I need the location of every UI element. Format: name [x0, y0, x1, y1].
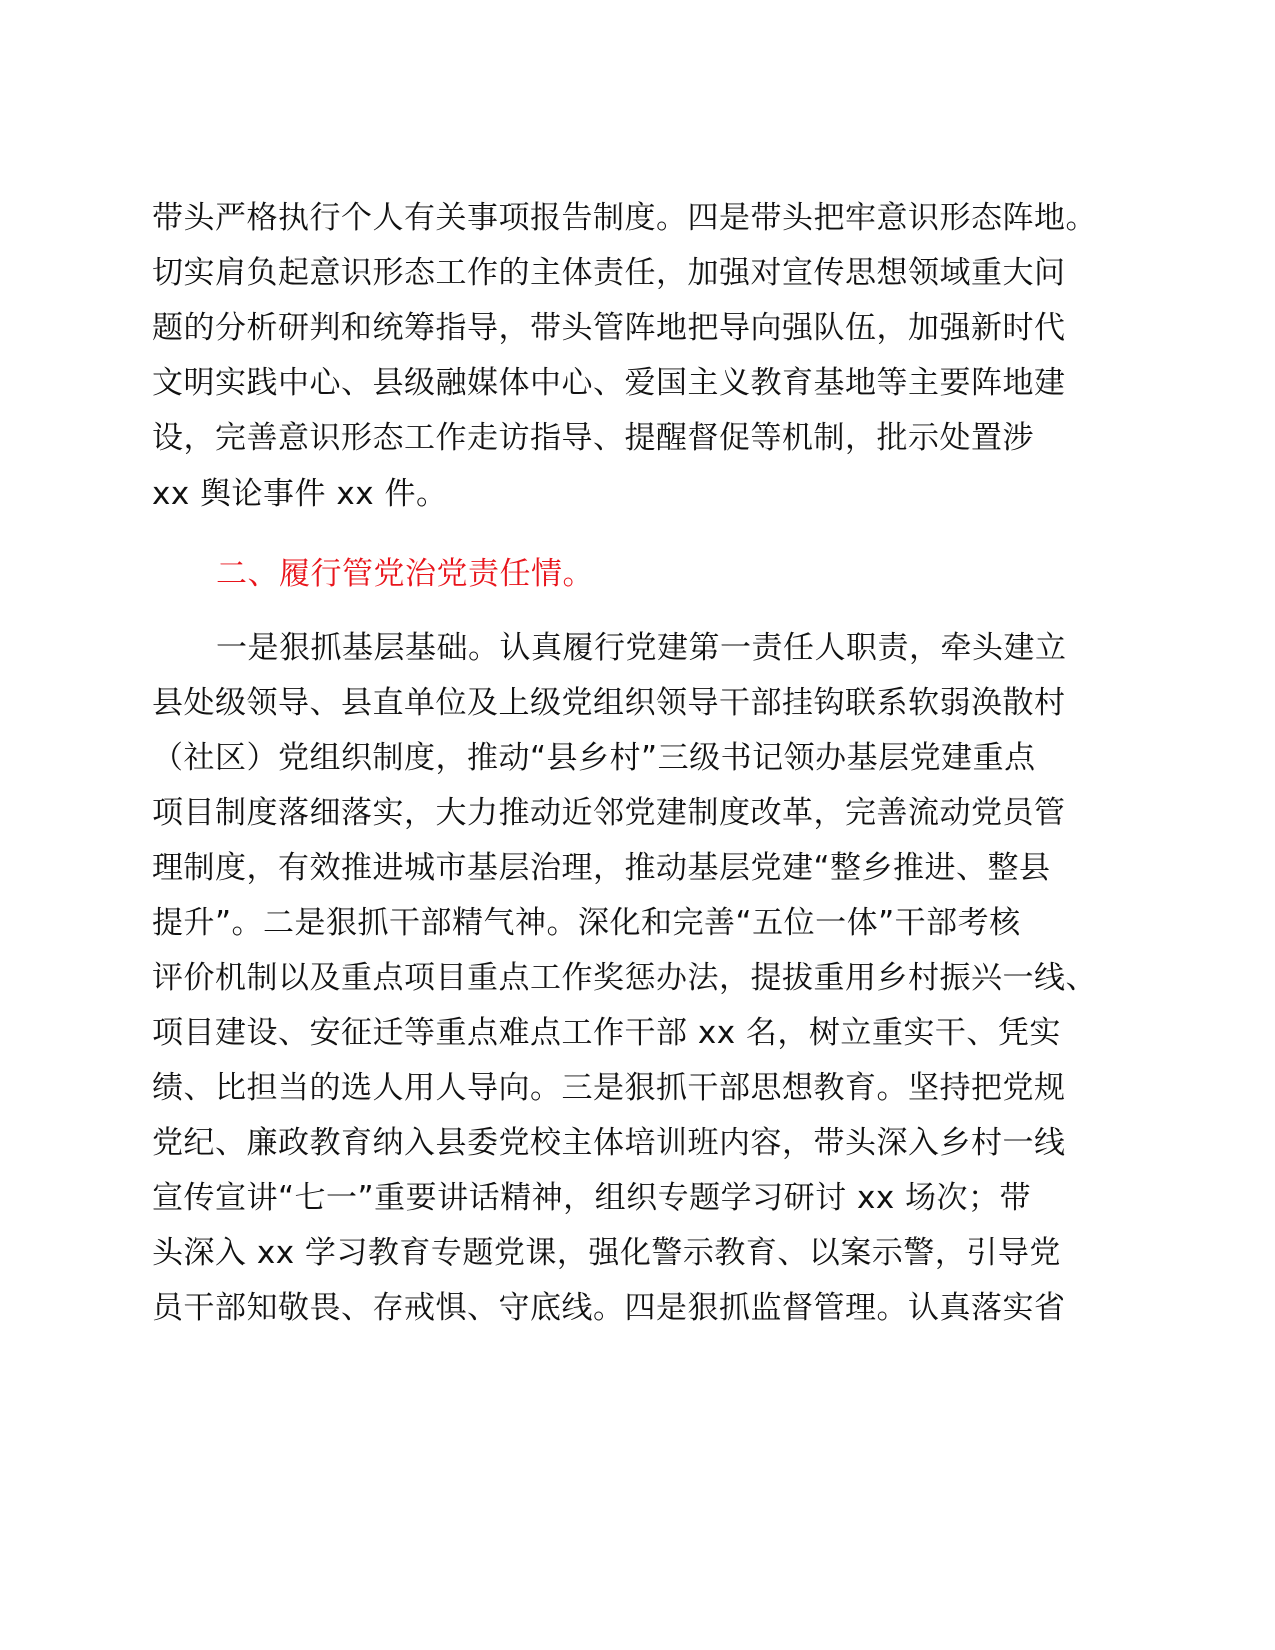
paragraph-line: （社区）党组织制度，推动“县乡村”三级书记领办基层党建重点	[152, 740, 1036, 776]
paragraph-line: 县处级领导、县直单位及上级党组织领导干部挂钩联系软弱涣散村	[152, 685, 1066, 721]
paragraph-line: 项目建设、安征迁等重点难点工作干部 xx 名，树立重实干、凭实	[152, 1015, 1061, 1051]
paragraph-line: 提升”。二是狠抓干部精气神。深化和完善“五位一体”干部考核	[152, 905, 1021, 941]
paragraph-line: 理制度，有效推进城市基层治理，推动基层党建“整乡推进、整县	[152, 850, 1051, 886]
paragraph-line: 绩、比担当的选人用人导向。三是狠抓干部思想教育。坚持把党规	[152, 1070, 1066, 1106]
paragraph-line: 党纪、廉政教育纳入县委党校主体培训班内容，带头深入乡村一线	[152, 1125, 1066, 1161]
paragraph-line: 员干部知敬畏、存戒惧、守底线。四是狠抓监督管理。认真落实省	[152, 1290, 1066, 1326]
paragraph-line: 题的分析研判和统筹指导，带头管阵地把导向强队伍，加强新时代	[152, 310, 1066, 346]
paragraph-line: 文明实践中心、县级融媒体中心、爱国主义教育基地等主要阵地建	[152, 365, 1066, 401]
paragraph-line: 带头严格执行个人有关事项报告制度。四是带头把牢意识形态阵地。	[152, 200, 1097, 236]
paragraph-line: 切实肩负起意识形态工作的主体责任，加强对宣传思想领域重大问	[152, 255, 1066, 291]
paragraph-line: xx 舆论事件 xx 件。	[152, 476, 448, 512]
paragraph-line: 头深入 xx 学习教育专题党课，强化警示教育、以案示警，引导党	[152, 1235, 1061, 1271]
paragraph-line: 宣传宣讲“七一”重要讲话精神，组织专题学习研讨 xx 场次；带	[152, 1180, 1032, 1216]
paragraph-line: 项目制度落细落实，大力推动近邻党建制度改革，完善流动党员管	[152, 795, 1066, 831]
paragraph-line: 评价机制以及重点项目重点工作奖惩办法，提拔重用乡村振兴一线、	[152, 960, 1097, 996]
section-heading: 二、履行管党治党责任情。	[216, 556, 594, 592]
paragraph-line: 设，完善意识形态工作走访指导、提醒督促等机制，批示处置涉	[152, 420, 1034, 456]
paragraph-line: 一是狠抓基层基础。认真履行党建第一责任人职责，牵头建立	[216, 630, 1067, 666]
